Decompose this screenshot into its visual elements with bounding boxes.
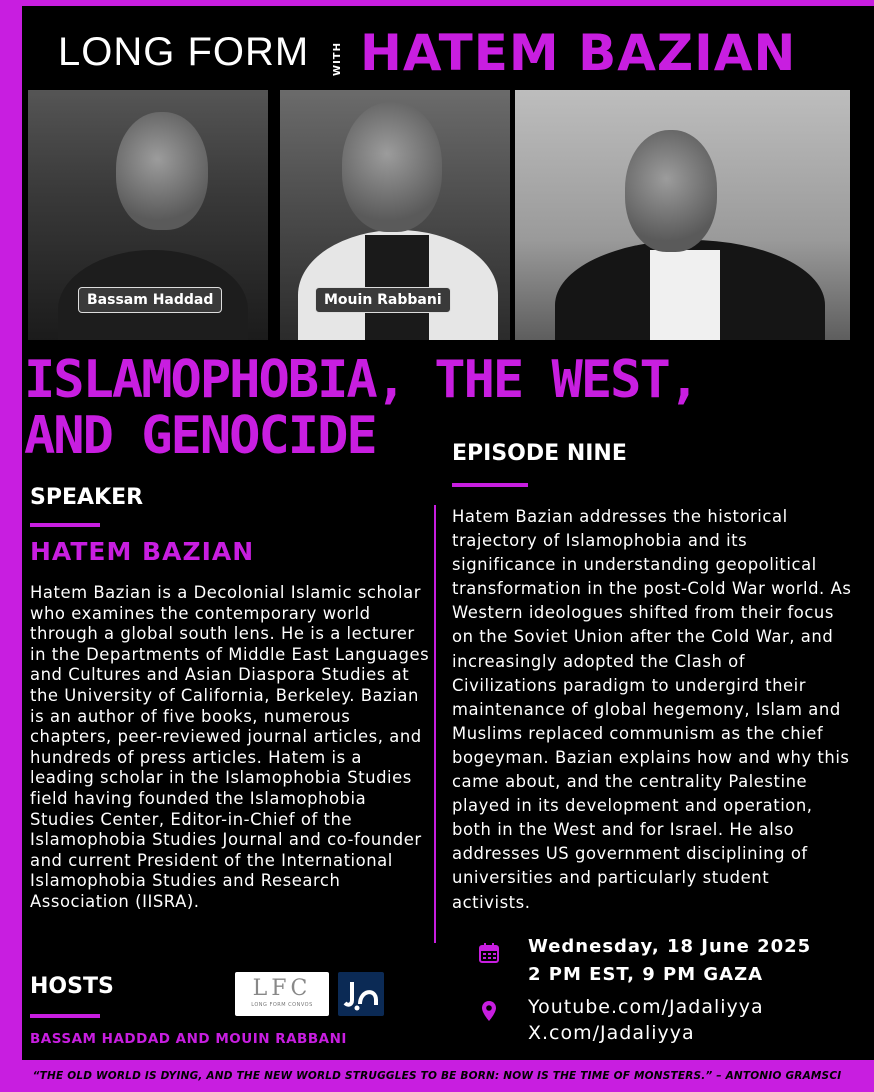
logo-lfc-subtitle: LONG FORM CONVOS (251, 1002, 313, 1008)
footer-quote: “THE OLD WORLD IS DYING, AND THE NEW WORLD STRUGGLES TO BE BORN: NOW IS THE TIME OF MONSTERS.” – ANTONIO GRAMSCI (32, 1070, 842, 1082)
speaker-label: SPEAKER (30, 485, 144, 510)
x-link[interactable]: X.com/Jadaliyya (528, 1022, 695, 1044)
event-time: 2 PM EST, 9 PM GAZA (528, 964, 764, 985)
name-tag-bassam: Bassam Haddad (78, 287, 222, 313)
hosts-label: HOSTS (30, 974, 114, 999)
person-head (625, 130, 717, 252)
left-accent-bar (0, 0, 22, 1092)
calendar-icon (478, 942, 500, 968)
speaker-name: HATEM BAZIAN (30, 537, 255, 566)
hosts-underline (30, 1014, 100, 1018)
youtube-link[interactable]: Youtube.com/Jadaliyya (528, 996, 764, 1018)
person-head (116, 112, 208, 230)
location-pin-icon (481, 1000, 497, 1026)
speaker-bio: Hatem Bazian is a Decolonial Islamic scholar who examines the contemporary world through a global south lens. He is a lecturer in the Departments of Middle East Languages and Cultures and Asian Diaspora Studies at the University of California, Berkeley. Bazian is an author of five books, numerous chapters, peer-reviewed journal articles, and hundreds of press articles. Hatem is a leading scholar in the Islamophobia Studies field having founded the Islamophobia Studies Center, Editor-in-Chief of the Islamophobia Studies Journal and co-founder and current President of the International Islamophobia Studies and Research Association (IISRA). (30, 583, 430, 911)
person-head (342, 102, 442, 232)
hosts-names: BASSAM HADDAD AND MOUIN RABBANI (30, 1031, 347, 1047)
episode-title-line-1: ISLAMOPHOBIA, THE WEST, (24, 350, 699, 410)
logo-lfc-text: LFC (252, 976, 312, 1001)
long-form-convos-logo (235, 972, 329, 1016)
top-accent-bar (0, 0, 874, 6)
episode-description: Hatem Bazian addresses the historical trajectory of Islamophobia and its significance in understanding geopolitical transformation in the post-Cold War world. As Western ideologues shifted from their focus on the Soviet Union after the Cold War, and increasingly adopted the Clash of Civilizations paradigm to undergird their maintenance of global hegemony, Islam and Muslims replaced communism as the chief bogeyman. Bazian explains how and why this came about, and the centrality Palestine played in its development and operation, both in the West and for Israel. He also addresses US government disciplining of universities and particularly student activists. (452, 507, 852, 912)
jadaliyya-logo (338, 972, 384, 1016)
name-tag-mouin: Mouin Rabbani (315, 287, 451, 313)
column-divider (434, 505, 436, 943)
event-date: Wednesday, 18 June 2025 (528, 936, 812, 957)
header-with: WITH (332, 42, 343, 76)
header-host-name: HATEM BAZIAN (360, 24, 797, 82)
header-long-form: LONG FORM (58, 30, 310, 74)
episode-underline (452, 483, 528, 487)
video-panel-mouin (280, 90, 510, 340)
speaker-underline (30, 523, 100, 527)
person-shirt (650, 250, 720, 340)
video-panel-bassam (28, 90, 268, 340)
episode-label: EPISODE NINE (452, 441, 627, 466)
episode-title-line-2: AND GENOCIDE (24, 406, 376, 466)
video-panel-hatem (515, 90, 850, 340)
